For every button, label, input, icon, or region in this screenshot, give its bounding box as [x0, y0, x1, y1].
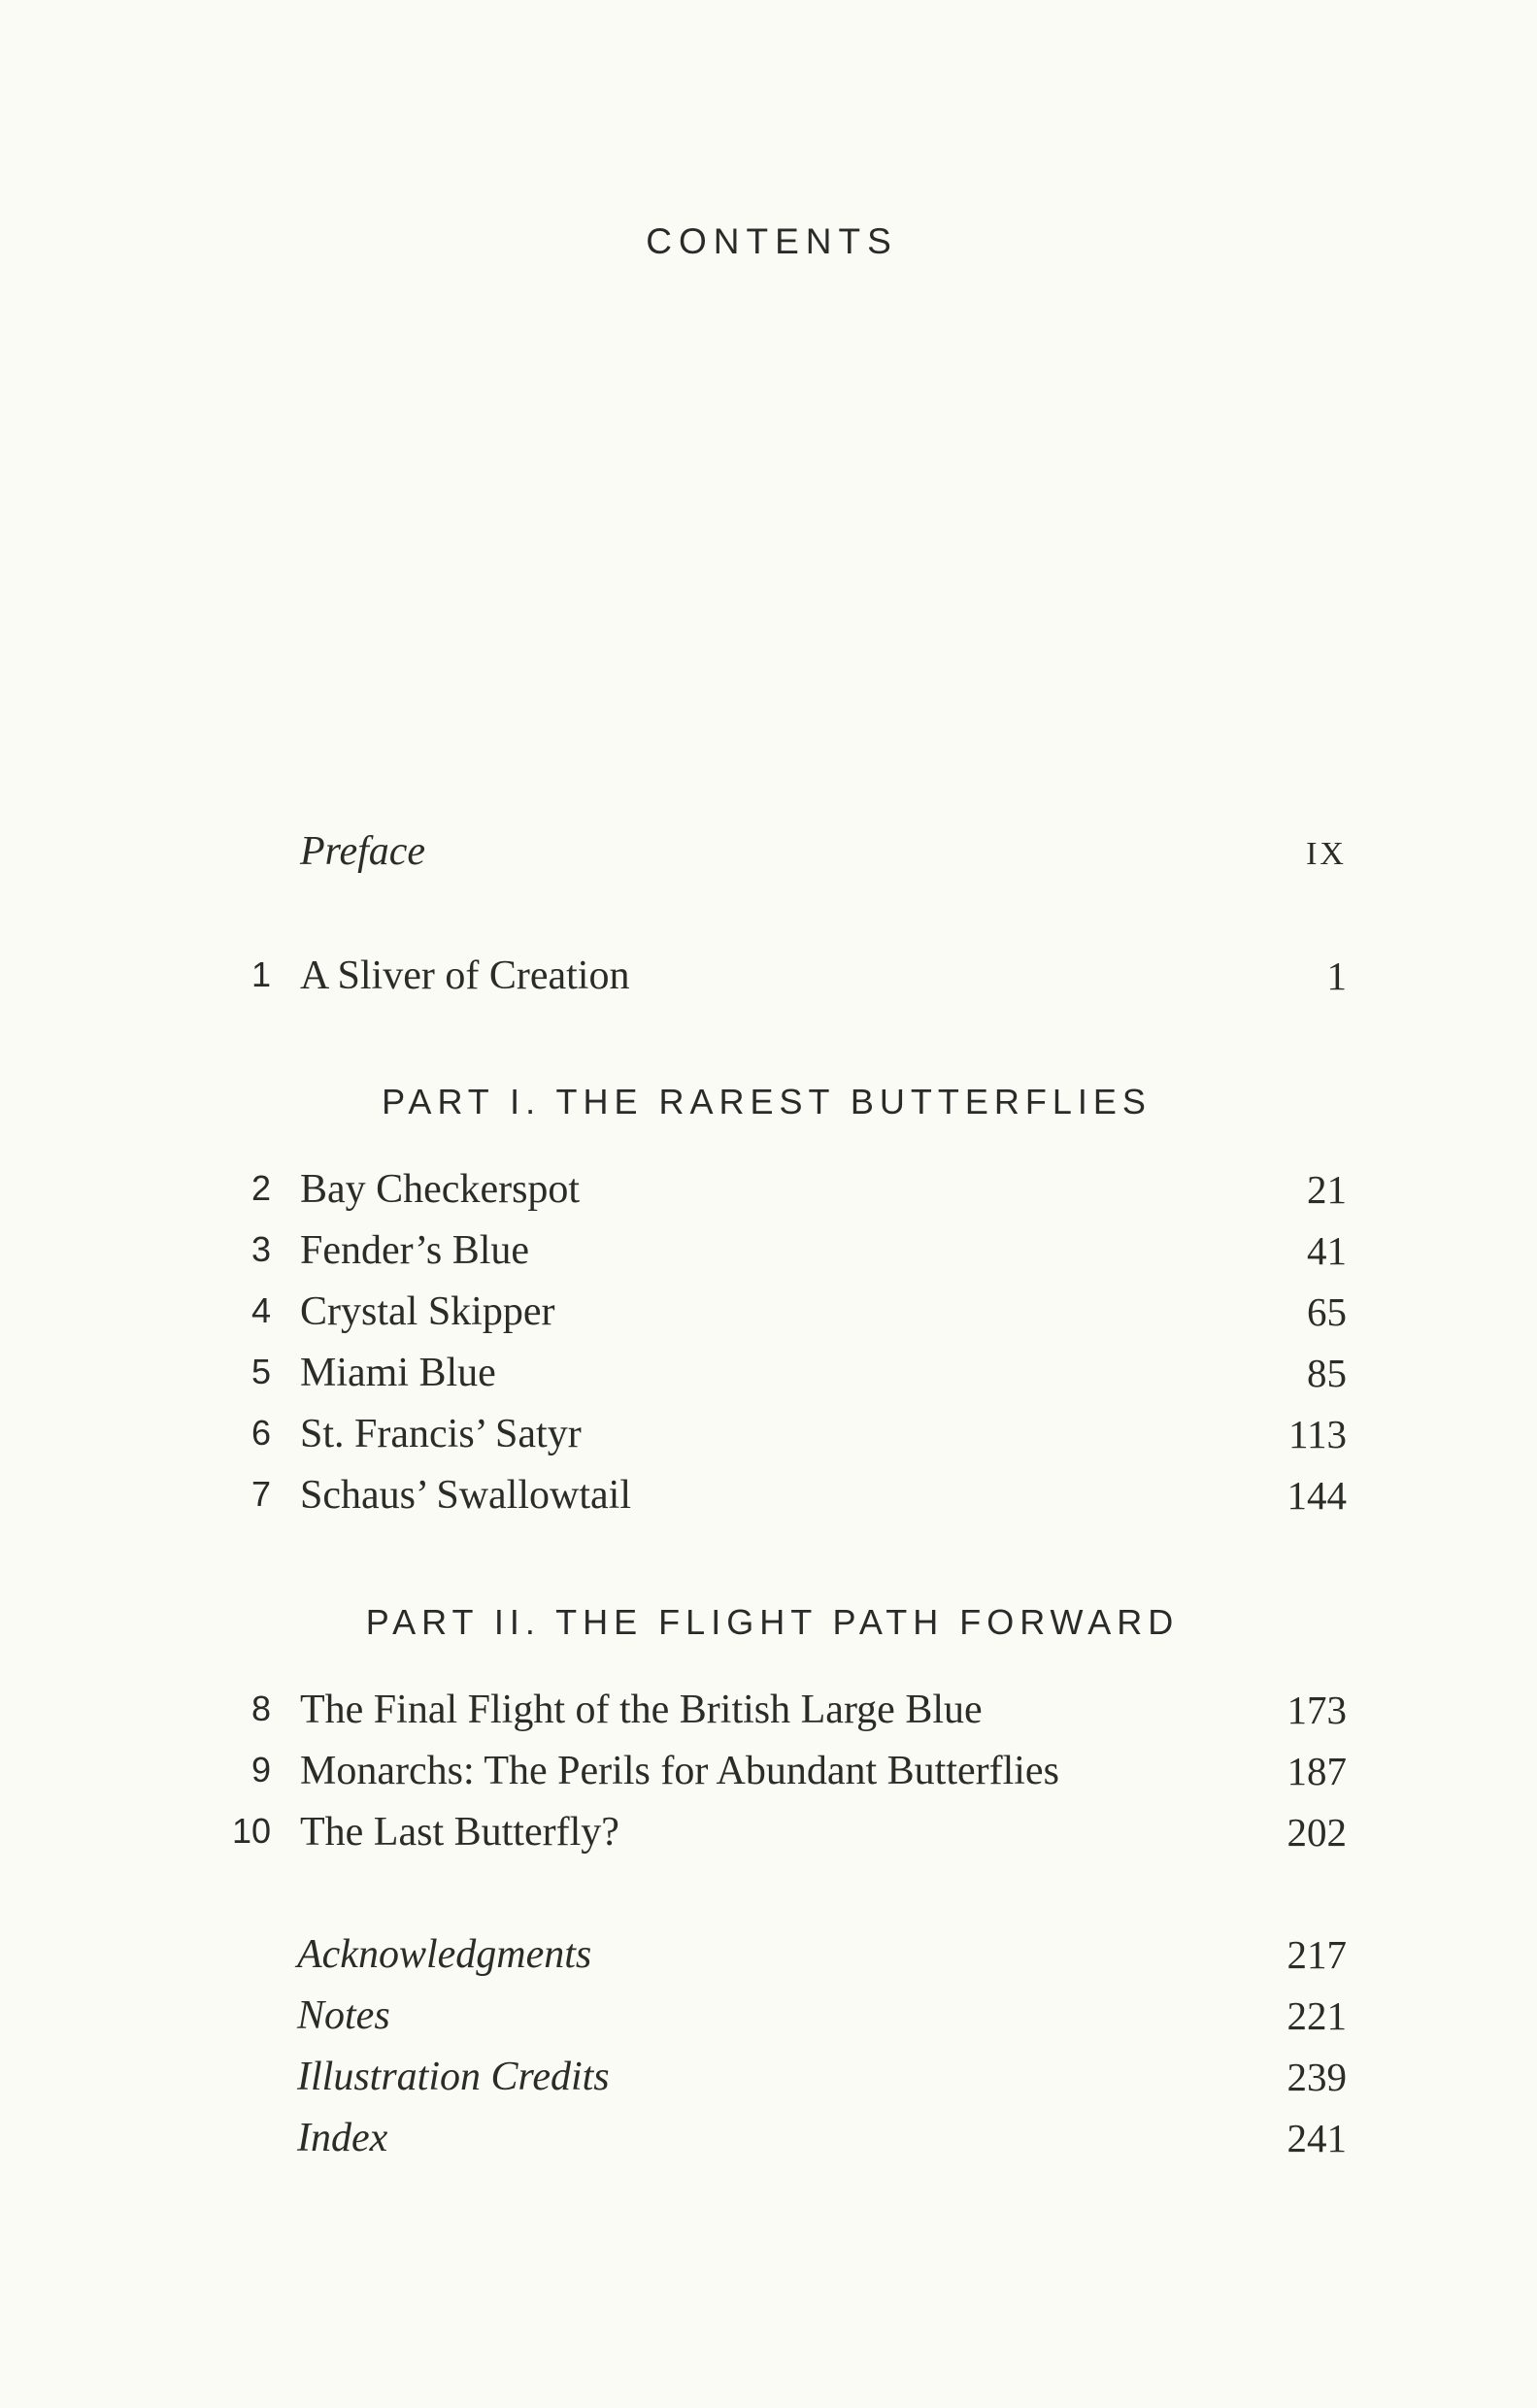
page-title: CONTENTS	[646, 221, 898, 261]
entry-title: Crystal Skipper	[300, 1289, 555, 1334]
entry-title: Notes	[297, 1993, 390, 2038]
entry-title: Fender’s Blue	[300, 1228, 530, 1273]
entry-page: 21	[1307, 1167, 1347, 1212]
entry-page: 144	[1286, 1473, 1347, 1518]
toc-entry-preface	[0, 828, 1537, 883]
entry-title: Acknowledgments	[297, 1932, 592, 1977]
toc-entry-index	[0, 2115, 1537, 2169]
toc-entry-chapter-6	[0, 1411, 1537, 1465]
toc-entry-chapter-3	[0, 1227, 1537, 1282]
entry-title: Bay Checkerspot	[300, 1167, 581, 1212]
toc-entry-chapter-8	[0, 1687, 1537, 1741]
part-2-heading: PART II. THE FLIGHT PATH FORWARD	[365, 1602, 1180, 1642]
entry-page: 173	[1286, 1688, 1347, 1732]
entry-page: 41	[1307, 1228, 1347, 1273]
entry-page: 221	[1286, 1993, 1347, 2038]
entry-page: 241	[1286, 2116, 1347, 2160]
chapter-number: 8	[251, 1689, 271, 1728]
toc-entry-chapter-1	[0, 953, 1537, 1007]
toc-entry-chapter-5	[0, 1350, 1537, 1404]
chapter-number: 4	[251, 1290, 271, 1330]
entry-title: Monarchs: The Perils for Abundant Butterflies	[300, 1749, 1059, 1793]
entry-page: 113	[1288, 1412, 1347, 1456]
entry-page: IX	[1306, 836, 1347, 872]
chapter-number: 10	[231, 1811, 271, 1851]
toc-entry-chapter-10	[0, 1809, 1537, 1863]
entry-title: The Last Butterfly?	[300, 1810, 619, 1855]
entry-title: St. Francis’ Satyr	[300, 1412, 582, 1456]
entry-title: Preface	[300, 829, 426, 874]
toc-entry-chapter-9	[0, 1748, 1537, 1802]
toc-entry-notes	[0, 1992, 1537, 2047]
chapter-number: 3	[251, 1229, 271, 1269]
entry-title: Miami Blue	[300, 1351, 496, 1395]
entry-page: 217	[1286, 1932, 1347, 1977]
entry-page: 239	[1286, 2055, 1347, 2099]
toc-entry-illustration-credits	[0, 2054, 1537, 2108]
chapter-number: 9	[251, 1750, 271, 1789]
entry-page: 202	[1286, 1810, 1347, 1855]
part-1-heading: PART I. THE RAREST BUTTERFLIES	[382, 1082, 1152, 1121]
chapter-number: 6	[251, 1413, 271, 1453]
chapter-number: 1	[251, 954, 271, 994]
entry-page: 187	[1286, 1749, 1347, 1793]
entry-title: A Sliver of Creation	[300, 953, 630, 998]
entry-page: 85	[1307, 1351, 1347, 1395]
toc-entry-chapter-7	[0, 1472, 1537, 1526]
entry-title: Schaus’ Swallowtail	[300, 1473, 632, 1518]
toc-entry-acknowledgments	[0, 1931, 1537, 1986]
chapter-number: 5	[251, 1352, 271, 1391]
chapter-number: 2	[251, 1168, 271, 1208]
entry-title: Index	[297, 2116, 388, 2160]
entry-page: 1	[1326, 953, 1347, 998]
entry-title: Illustration Credits	[297, 2055, 610, 2099]
entry-page: 65	[1307, 1289, 1347, 1334]
chapter-number: 7	[251, 1474, 271, 1514]
entry-title: The Final Flight of the British Large Blue	[300, 1688, 983, 1732]
toc-entry-chapter-4	[0, 1288, 1537, 1343]
toc-entry-chapter-2	[0, 1166, 1537, 1221]
